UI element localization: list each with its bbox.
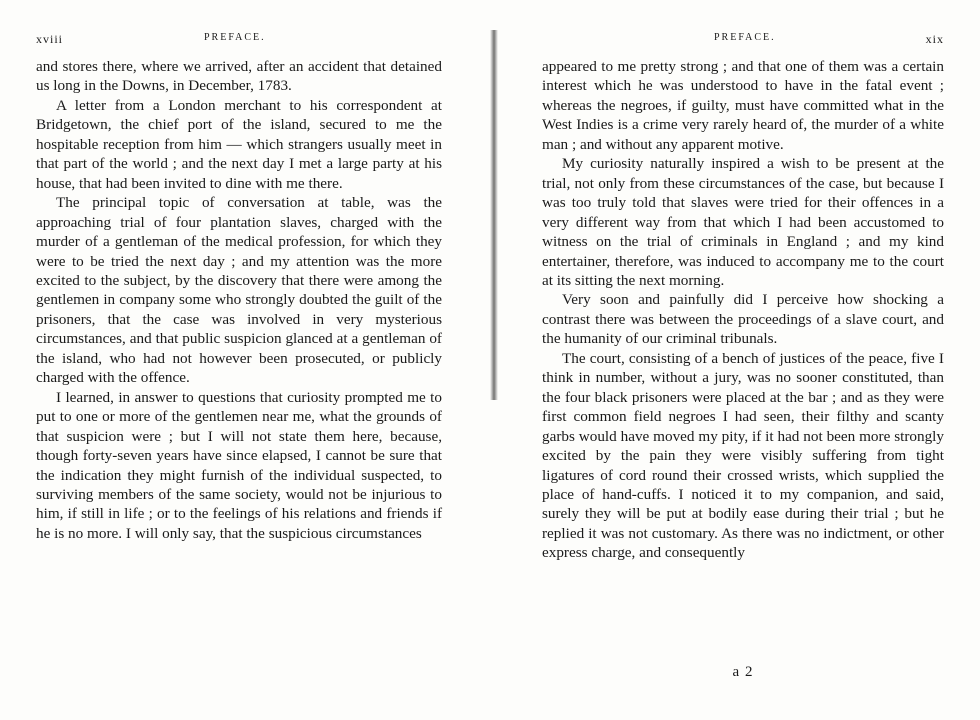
left-running-title: PREFACE.: [204, 32, 266, 43]
left-paragraph-2: A letter from a London merchant to his correspondent at Bridgetown, the chief port of the island, secured to me the hospitable reception from him — which strangers usually meet in that part of the world ; and the next day I met a large party at his house, that had been invited to dine with me there.: [36, 96, 442, 192]
right-running-title: PREFACE.: [714, 32, 776, 43]
left-paragraph-1: and stores there, where we arrived, after an accident that detained us long in the Downs, in December, 1783.: [36, 58, 442, 95]
left-paragraph-4: I learned, in answer to questions that curiosity prompted me to put to one or more of the gentlemen near me, what the grounds of that suspicion were ; but I will not state them here, because, though forty-seven years have since elapsed, I cannot be sure that the indication they might furnish of the individual suspected, to surviving members of the same society, would not be injurious to him, if still in life ; or to the feelings of his relations and friends if he is no more. I will only say, that the suspicious circumstances: [36, 388, 442, 542]
book-gutter: [490, 30, 498, 400]
left-page: [36, 0, 442, 720]
right-running-head: [542, 32, 944, 50]
right-paragraph-1: appeared to me pretty strong ; and that one of them was a certain interest which he was understood to have in the fatal event ; whereas the negroes, if guilty, must have committed what in the West Indies is a crime very rarely heard of, the murder of a white man ; and without any apparent motive.: [542, 58, 944, 153]
left-paragraph-3: The principal topic of conversation at table, was the approaching trial of four plantation slaves, charged with the murder of a gentleman of the medical profession, for which they were to be tried the next day ; and my attention was the more excited to the subject, by the discovery that there were among the gentlemen in company some who strongly doubted the guilt of the prisoners, that the case was involved in very mysterious circumstances, and that public suspicion glanced at a gentleman of the island, who had not however been prosecuted, or publicly charged with the offence.: [36, 194, 442, 387]
right-paragraph-2: My curiosity naturally inspired a wish to be present at the trial, not only from these circumstances of the case, but because I was too truly told that slaves were tried for their offences in a very different way from that which I had been accustomed to witness on the trial of criminals in England ; and my kind entertainer, therefore, was induced to accompany me to the court at its sitting the next morning.: [542, 155, 944, 289]
left-running-head: [36, 32, 442, 50]
left-page-number: xviii: [36, 32, 64, 46]
right-page: [542, 0, 944, 720]
right-paragraph-4: The court, consisting of a bench of justices of the peace, five I think in number, without a jury, was no sooner constituted, than the four black prisoners were placed at the bar ; and as they were first common field negroes I had seen, their filthy and scanty garbs would have moved my pity, if it had not been more strongly excited by the pain they were visibly suffering from tight ligatures of cord round their crossed wrists, which supplied the place of hand-cuffs. I noticed it to my companion, and said, surely they will be put at bodily ease during their trial ; but he replied it was not customary. As there was no indictment, or other express charge, and consequently: [542, 349, 944, 562]
right-paragraph-3: Very soon and painfully did I perceive how shocking a contrast there was between the proceedings of a slave court, and the humanity of our criminal tribunals.: [542, 291, 944, 348]
right-body-text: [542, 57, 944, 563]
right-page-number: xix: [925, 32, 944, 46]
left-body-text: [36, 57, 442, 543]
signature-mark: a 2: [732, 664, 754, 680]
